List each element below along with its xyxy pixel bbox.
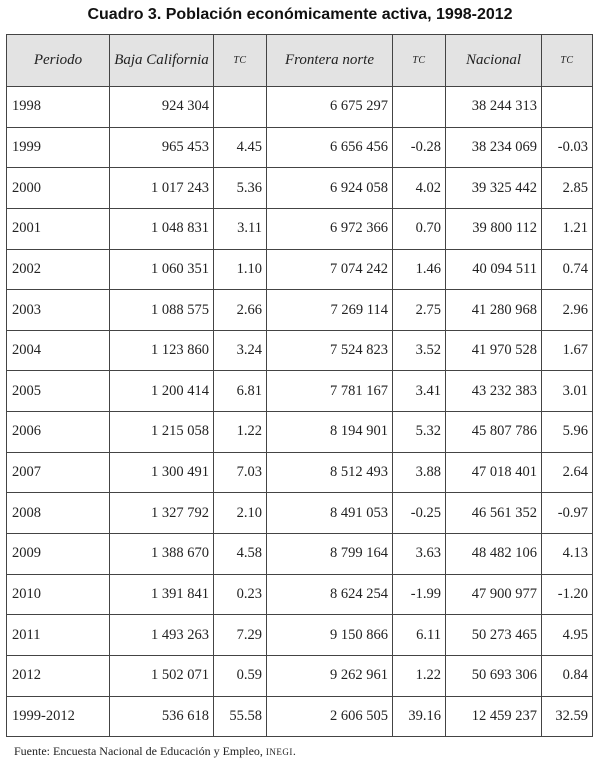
table-row — [7, 208, 593, 249]
cell-tc-nac: 0.74 — [542, 249, 593, 290]
table-row — [7, 127, 593, 168]
cell-tc-bc: 0.23 — [214, 574, 267, 615]
table-row — [7, 655, 593, 696]
cell-nacional: 12 459 237 — [446, 696, 542, 737]
cell-baja-california: 536 618 — [110, 696, 214, 737]
cell-tc-fn: 3.63 — [393, 534, 446, 575]
cell-nacional: 39 800 112 — [446, 208, 542, 249]
cell-baja-california: 924 304 — [110, 87, 214, 128]
cell-frontera-norte: 7 781 167 — [267, 371, 393, 412]
cell-frontera-norte: 6 656 456 — [267, 127, 393, 168]
header-row — [7, 35, 593, 87]
source-text: Fuente: Encuesta Nacional de Educación y Empleo, — [14, 744, 266, 758]
cell-baja-california: 1 200 414 — [110, 371, 214, 412]
cell-frontera-norte: 8 624 254 — [267, 574, 393, 615]
cell-tc-fn: 3.52 — [393, 330, 446, 371]
cell-tc-bc: 4.45 — [214, 127, 267, 168]
cell-nacional: 41 970 528 — [446, 330, 542, 371]
cell-nacional: 39 325 442 — [446, 168, 542, 209]
cell-nacional: 43 232 383 — [446, 371, 542, 412]
cell-frontera-norte: 6 924 058 — [267, 168, 393, 209]
cell-frontera-norte: 6 972 366 — [267, 208, 393, 249]
cell-nacional: 47 900 977 — [446, 574, 542, 615]
cell-tc-fn: 4.02 — [393, 168, 446, 209]
cell-tc-fn: 6.11 — [393, 615, 446, 656]
cell-tc-nac: -0.97 — [542, 493, 593, 534]
cell-period: 1998 — [7, 87, 110, 128]
cell-frontera-norte: 8 799 164 — [267, 534, 393, 575]
cell-period: 1999-2012 — [7, 696, 110, 737]
cell-period: 2005 — [7, 371, 110, 412]
cell-period: 2006 — [7, 412, 110, 453]
cell-tc-fn — [393, 87, 446, 128]
cell-baja-california: 1 502 071 — [110, 655, 214, 696]
cell-tc-fn: -1.99 — [393, 574, 446, 615]
cell-nacional: 47 018 401 — [446, 452, 542, 493]
cell-tc-nac: 5.96 — [542, 412, 593, 453]
cell-nacional: 46 561 352 — [446, 493, 542, 534]
cell-frontera-norte: 7 074 242 — [267, 249, 393, 290]
table-row — [7, 290, 593, 331]
cell-tc-fn: 1.22 — [393, 655, 446, 696]
cell-baja-california: 1 123 860 — [110, 330, 214, 371]
cell-tc-fn: 3.41 — [393, 371, 446, 412]
cell-tc-bc: 55.58 — [214, 696, 267, 737]
source-institution: INEGI — [265, 747, 293, 757]
cell-period: 2012 — [7, 655, 110, 696]
cell-frontera-norte: 8 512 493 — [267, 452, 393, 493]
cell-nacional: 50 693 306 — [446, 655, 542, 696]
cell-baja-california: 1 060 351 — [110, 249, 214, 290]
cell-tc-fn: 5.32 — [393, 412, 446, 453]
source-end: . — [292, 744, 296, 758]
cell-period: 2008 — [7, 493, 110, 534]
cell-tc-bc: 4.58 — [214, 534, 267, 575]
cell-tc-bc: 2.10 — [214, 493, 267, 534]
cell-baja-california: 1 493 263 — [110, 615, 214, 656]
cell-period: 2010 — [7, 574, 110, 615]
cell-tc-bc: 1.10 — [214, 249, 267, 290]
table-row — [7, 534, 593, 575]
cell-tc-fn: 2.75 — [393, 290, 446, 331]
cell-tc-bc: 6.81 — [214, 371, 267, 412]
cell-tc-nac: 3.01 — [542, 371, 593, 412]
table-row — [7, 412, 593, 453]
cell-frontera-norte: 6 675 297 — [267, 87, 393, 128]
cell-period: 2007 — [7, 452, 110, 493]
table-row — [7, 371, 593, 412]
header-nacional: Nacional — [446, 35, 542, 87]
cell-baja-california: 1 215 058 — [110, 412, 214, 453]
cell-frontera-norte: 8 491 053 — [267, 493, 393, 534]
cell-baja-california: 965 453 — [110, 127, 214, 168]
table-row — [7, 87, 593, 128]
cell-nacional: 38 234 069 — [446, 127, 542, 168]
cell-tc-bc: 1.22 — [214, 412, 267, 453]
cell-tc-bc: 5.36 — [214, 168, 267, 209]
cell-tc-nac: 1.21 — [542, 208, 593, 249]
header-period: Periodo — [7, 35, 110, 87]
table-row — [7, 574, 593, 615]
header-tc-fn: TC — [393, 35, 446, 87]
cell-tc-fn: 0.70 — [393, 208, 446, 249]
cell-tc-bc: 2.66 — [214, 290, 267, 331]
header-tc-nac: TC — [542, 35, 593, 87]
cell-tc-nac: 1.67 — [542, 330, 593, 371]
cell-nacional: 50 273 465 — [446, 615, 542, 656]
cell-baja-california: 1 088 575 — [110, 290, 214, 331]
cell-frontera-norte: 7 524 823 — [267, 330, 393, 371]
cell-baja-california: 1 388 670 — [110, 534, 214, 575]
cell-tc-bc: 3.11 — [214, 208, 267, 249]
cell-period: 2001 — [7, 208, 110, 249]
cell-tc-bc: 0.59 — [214, 655, 267, 696]
cell-tc-fn: -0.28 — [393, 127, 446, 168]
cell-tc-nac: 2.85 — [542, 168, 593, 209]
cell-tc-bc: 7.29 — [214, 615, 267, 656]
cell-tc-nac: 4.95 — [542, 615, 593, 656]
cell-baja-california: 1 048 831 — [110, 208, 214, 249]
cell-nacional: 45 807 786 — [446, 412, 542, 453]
cell-frontera-norte: 9 262 961 — [267, 655, 393, 696]
cell-tc-nac — [542, 87, 593, 128]
cell-period: 2000 — [7, 168, 110, 209]
header-tc-bc: TC — [214, 35, 267, 87]
data-table — [6, 34, 593, 737]
header-frontera-norte: Frontera norte — [267, 35, 393, 87]
cell-tc-nac: 4.13 — [542, 534, 593, 575]
cell-baja-california: 1 391 841 — [110, 574, 214, 615]
cell-tc-fn: 1.46 — [393, 249, 446, 290]
cell-tc-bc: 7.03 — [214, 452, 267, 493]
cell-tc-nac: -0.03 — [542, 127, 593, 168]
cell-tc-fn: 39.16 — [393, 696, 446, 737]
cell-frontera-norte: 9 150 866 — [267, 615, 393, 656]
cell-tc-nac: 2.96 — [542, 290, 593, 331]
cell-nacional: 41 280 968 — [446, 290, 542, 331]
cell-tc-nac: 32.59 — [542, 696, 593, 737]
table-row — [7, 168, 593, 209]
cell-baja-california: 1 327 792 — [110, 493, 214, 534]
table-row — [7, 330, 593, 371]
table-row — [7, 249, 593, 290]
cell-period: 2011 — [7, 615, 110, 656]
cell-period: 2009 — [7, 534, 110, 575]
cell-nacional: 40 094 511 — [446, 249, 542, 290]
cell-frontera-norte: 8 194 901 — [267, 412, 393, 453]
cell-tc-bc: 3.24 — [214, 330, 267, 371]
cell-tc-fn: 3.88 — [393, 452, 446, 493]
cell-period: 2004 — [7, 330, 110, 371]
cell-tc-nac: 2.64 — [542, 452, 593, 493]
cell-period: 1999 — [7, 127, 110, 168]
table-row — [7, 493, 593, 534]
cell-baja-california: 1 300 491 — [110, 452, 214, 493]
table-row — [7, 615, 593, 656]
cell-baja-california: 1 017 243 — [110, 168, 214, 209]
cell-nacional: 48 482 106 — [446, 534, 542, 575]
header-baja-california: Baja California — [110, 35, 214, 87]
source-note — [14, 744, 594, 759]
cell-tc-fn: -0.25 — [393, 493, 446, 534]
table-row — [7, 696, 593, 737]
cell-tc-nac: -1.20 — [542, 574, 593, 615]
cell-tc-bc — [214, 87, 267, 128]
table-row — [7, 452, 593, 493]
cell-nacional: 38 244 313 — [446, 87, 542, 128]
cell-period: 2003 — [7, 290, 110, 331]
cell-tc-nac: 0.84 — [542, 655, 593, 696]
table-title: Cuadro 3. Población económicamente activa, 1998-2012 — [87, 6, 513, 23]
cell-frontera-norte: 7 269 114 — [267, 290, 393, 331]
cell-frontera-norte: 2 606 505 — [267, 696, 393, 737]
cell-period: 2002 — [7, 249, 110, 290]
